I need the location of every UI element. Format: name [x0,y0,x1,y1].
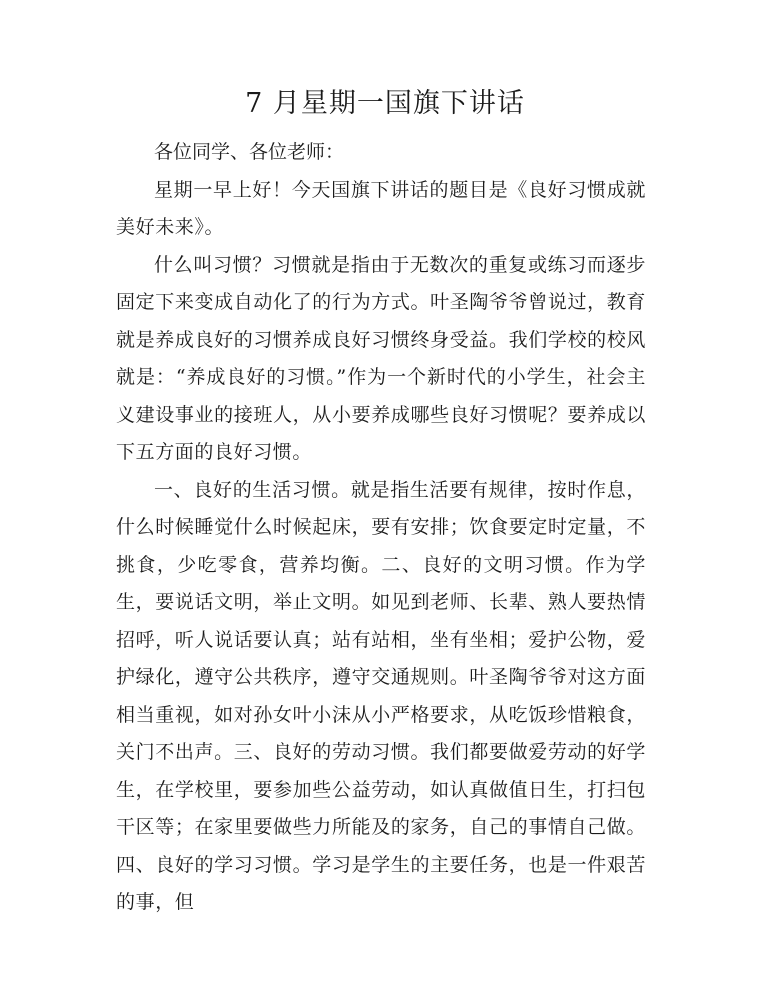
paragraph-habits: 一、良好的生活习惯。就是指生活要有规律，按时作息，什么时候睡觉什么时候起床，要有安排；饮食要定时定量，不挑食，少吃零食，营养均衡。二、良好的文明习惯。作为学生，要说话文明，举止文明。如见到老师、长辈、熟人要热情招呼，听人说话要认真；站有站相，坐有坐相；爱护公物，爱护绿化，遵守公共秩序，遵守交通规则。叶圣陶爷爷对这方面相当重视，如对孙女叶小沫从小严格要求，从吃饭珍惜粮食，关门不出声。三、良好的劳动习惯。我们都要做爱劳动的好学生，在学校里，要参加些公益劳动，如认真做值日生，打扫包干区等；在家里要做些力所能及的家务，自己的事情自己做。四、良好的学习习惯。学习是学生的主要任务，也是一件艰苦的事，但 [116,478,646,913]
page-title: 7 月星期一国旗下讲话 [245,88,525,119]
paragraph-intro: 星期一早上好！今天国旗下讲话的题目是《良好习惯成就美好未来》。 [116,178,646,238]
document-body [116,134,646,922]
paragraph-definition: 什么叫习惯？习惯就是指由于无数次的重复或练习而逐步固定下来变成自动化了的行为方式。叶圣陶爷爷曾说过，教育就是养成良好的习惯养成良好习惯终身受益。我们学校的校风就是：“养成良好的习惯。”作为一个新时代的小学生，社会主义建设事业的接班人，从小要养成哪些良好习惯呢？要养成以下五方面的良好习惯。 [116,253,646,463]
greeting-line: 各位同学、各位老师： [154,141,345,163]
